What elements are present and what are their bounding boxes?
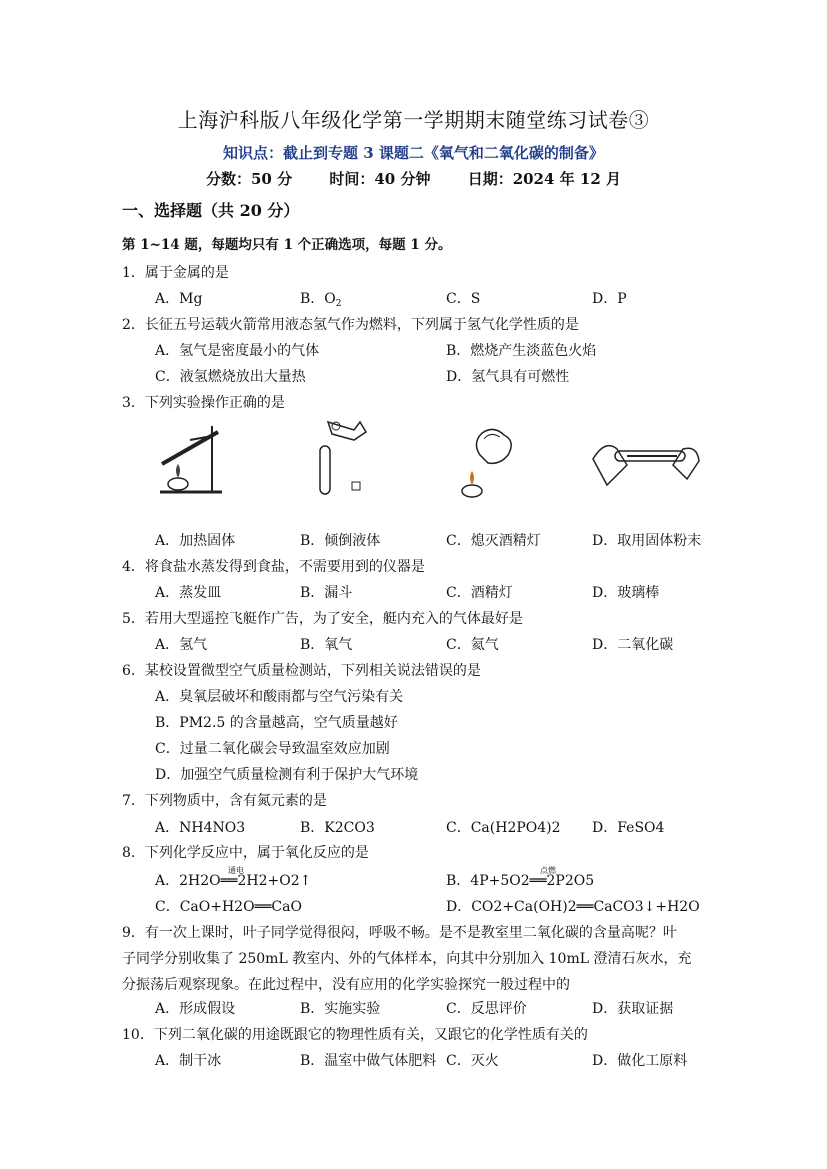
extinguish-lamp-diagram [460, 425, 522, 501]
q1-option-c: C．S [446, 291, 481, 307]
q3-option-b: B．倾倒液体 [300, 533, 381, 549]
knowledge-point: 知识点：截止到专题 3 课题二《氧气和二氧化碳的制备》 [223, 144, 604, 162]
q6-option-c: C．过量二氧化碳会导致温室效应加剧 [155, 741, 390, 757]
q10-option-a: A．制干冰 [155, 1053, 222, 1069]
exam-meta [0, 168, 827, 189]
question-5-stem: 5．若用大型遥控飞艇作广告，为了安全，艇内充入的气体最好是 [122, 611, 523, 627]
question-6-stem: 6．某校设置微型空气质量检测站，下列相关说法错误的是 [122, 663, 481, 679]
q5-option-a: A．氢气 [155, 637, 208, 653]
section-instruction: 第 1~14 题，每题均只有 1 个正确选项，每题 1 分。 [122, 237, 452, 253]
q8-option-c: C．CaO+H2O══CaO [155, 899, 302, 915]
question-7-stem: 7．下列物质中，含有氮元素的是 [122, 793, 327, 809]
question-8-stem: 8．下列化学反应中，属于氧化反应的是 [122, 845, 369, 861]
q8-option-b: B．4P+5O2══2P2O5 [446, 873, 595, 889]
q9-option-c: C．反思评价 [446, 1001, 527, 1017]
q10-option-c: C．灭火 [446, 1053, 499, 1069]
q1-option-b [300, 288, 342, 309]
q1-option-b-sub: 2 [335, 299, 342, 309]
heating-solid-diagram [152, 418, 232, 498]
score-label: 分数：50 分 [206, 170, 293, 188]
question-4-stem: 4．将食盐水蒸发得到食盐，不需要用到的仪器是 [122, 559, 425, 575]
question-3-stem: 3．下列实验操作正确的是 [122, 395, 285, 411]
q1-option-b-text: B．O [300, 291, 336, 307]
q1-option-a: A．Mg [155, 291, 203, 307]
question-9-stem-line3: 分振荡后观察现象。在此过程中，没有应用的化学实验探究一般过程中的 [122, 977, 570, 993]
q7-option-c: C．Ca(H2PO4)2 [446, 820, 561, 836]
q8-condition-ignite: 点燃 [540, 866, 556, 875]
q10-option-d: D．做化工原料 [592, 1053, 688, 1069]
q9-option-d: D．获取证据 [592, 1001, 674, 1017]
q6-option-b: B．PM2.5 的含量越高，空气质量越好 [155, 715, 398, 731]
q9-option-a: A．形成假设 [155, 1001, 236, 1017]
q10-option-b: B．温室中做气体肥料 [300, 1053, 437, 1069]
q1-option-d: D．P [592, 291, 627, 307]
time-label: 时间：40 分钟 [329, 170, 431, 188]
q5-option-d: D．二氧化碳 [592, 637, 674, 653]
q3-option-d: D．取用固体粉末 [592, 533, 702, 549]
q4-option-b: B．漏斗 [300, 585, 353, 601]
q7-option-d: D．FeSO4 [592, 820, 665, 836]
question-9-stem-line1: 9．有一次上课时，叶子同学觉得很闷，呼吸不畅。是不是教室里二氧化碳的含量高呢？叶 [122, 925, 677, 941]
q4-option-d: D．玻璃棒 [592, 585, 660, 601]
q5-option-b: B．氧气 [300, 637, 353, 653]
q8-condition-electrolysis: 通电 [228, 866, 244, 875]
q3-option-c: C．熄灭酒精灯 [446, 533, 541, 549]
q6-option-a: A．臭氧层破坏和酸雨都与空气污染有关 [155, 689, 404, 705]
q4-option-a: A．蒸发皿 [155, 585, 222, 601]
q4-option-c: C．酒精灯 [446, 585, 513, 601]
q7-option-b: B．K2CO3 [300, 820, 375, 836]
solid-powder-diagram [587, 425, 703, 495]
q5-option-c: C．氦气 [446, 637, 499, 653]
q2-option-b: B．燃烧产生淡蓝色火焰 [446, 343, 597, 359]
page-title: 上海沪科版八年级化学第一学期期末随堂练习试卷③ [177, 108, 650, 132]
q7-option-a: A．NH4NO3 [155, 820, 246, 836]
q2-option-a: A．氢气是密度最小的气体 [155, 343, 320, 359]
q3-option-a: A．加热固体 [155, 533, 236, 549]
question-10-stem: 10．下列二氧化碳的用途既跟它的物理性质有关，又跟它的化学性质有关的 [122, 1027, 588, 1043]
question-1-stem: 1．属于金属的是 [122, 265, 229, 281]
q6-option-d: D．加强空气质量检测有利于保护大气环境 [155, 767, 419, 783]
question-2-stem: 2．长征五号运载火箭常用液态氢气作为燃料，下列属于氢气化学性质的是 [122, 317, 579, 333]
q8-option-a: A．2H2O══2H2+O2↑ [155, 873, 312, 889]
pouring-liquid-diagram [314, 412, 374, 498]
section-title: 一、选择题（共 20 分） [122, 201, 300, 220]
q9-option-b: B．实施实验 [300, 1001, 381, 1017]
q2-option-d: D．氢气具有可燃性 [446, 369, 570, 385]
q8-option-d: D．CO2+Ca(OH)2══CaCO3↓+H2O [446, 899, 700, 915]
date-label: 日期：2024 年 12 月 [467, 170, 621, 188]
q2-option-c: C．液氢燃烧放出大量热 [155, 369, 306, 385]
question-9-stem-line2: 子同学分别收集了 250mL 教室内、外的气体样本，向其中分别加入 10mL 澄清石灰水，充 [122, 951, 692, 967]
